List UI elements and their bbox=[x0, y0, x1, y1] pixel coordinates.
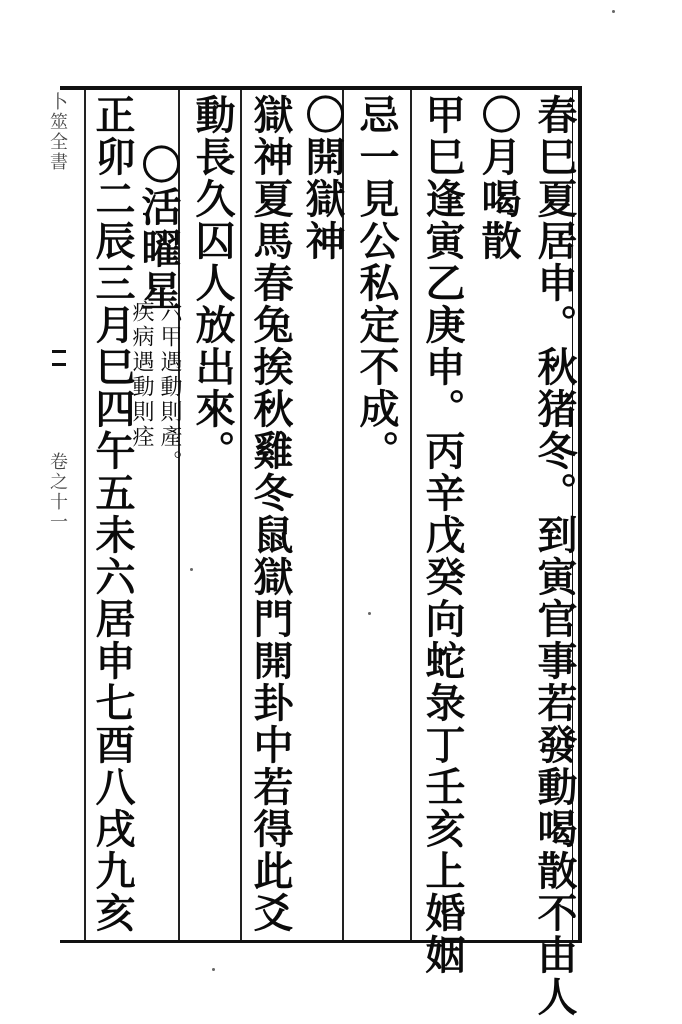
text-column: 春巳夏居申。秋猪冬。到寅官事若發動喝散不由人 bbox=[531, 94, 578, 1018]
column-divider bbox=[240, 90, 242, 940]
frame-top-border bbox=[60, 86, 582, 90]
text-column: 獄神夏馬春兔挨秋雞冬鼠獄門開卦中若得此爻 bbox=[247, 94, 294, 934]
text-column: 忌一見公私定不成。 bbox=[353, 94, 400, 472]
fishtail-mark bbox=[52, 350, 66, 366]
ink-speck bbox=[368, 612, 371, 615]
column-divider bbox=[410, 90, 412, 940]
text-column: 甲巳逢寅乙庚申。丙辛戊癸向蛇彔丁壬亥上婚姻 bbox=[419, 94, 466, 976]
frame-bottom-border bbox=[60, 940, 582, 943]
margin-volume-label: 卷之十一 bbox=[47, 452, 68, 532]
column-divider bbox=[84, 90, 86, 940]
ink-speck bbox=[612, 10, 615, 13]
section-heading: 〇開獄神 bbox=[299, 94, 346, 262]
ink-speck bbox=[190, 568, 193, 571]
section-heading: 〇月喝散 bbox=[475, 94, 522, 262]
annotation-note: 六甲遇動則產。 bbox=[157, 300, 182, 475]
ink-speck bbox=[212, 968, 215, 971]
annotation-note: 疾病遇動則痊 bbox=[129, 300, 154, 450]
text-column: 正卯二辰三月巳四午五未六居申七酉八戌九亥 bbox=[89, 94, 136, 934]
section-heading: 〇活曜星 bbox=[135, 144, 182, 312]
text-column: 動長久囚人放出來。 bbox=[189, 94, 236, 472]
page-margin bbox=[46, 92, 70, 942]
frame-right-border bbox=[578, 86, 582, 943]
margin-book-title: 卜筮全書 bbox=[47, 92, 68, 172]
